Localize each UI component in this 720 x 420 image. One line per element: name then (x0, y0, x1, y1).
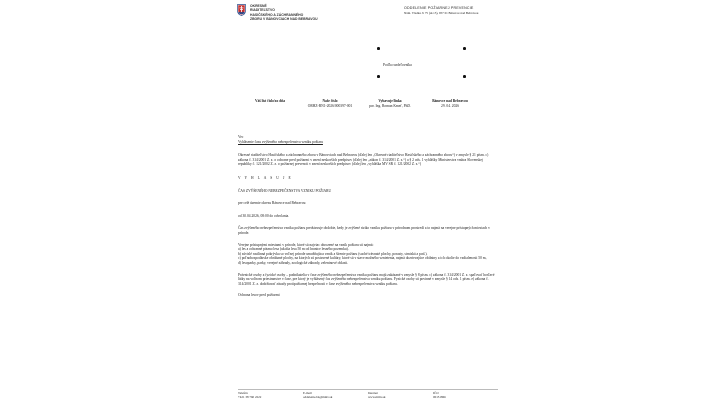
places-item: a) les a ochranné pásmo lesa (ukolia lesa 50 m od hranice lesného pozemku). (238, 247, 349, 252)
header-right (404, 6, 478, 15)
announcement: V Y H L A S U J E (238, 175, 293, 180)
org-line: ZBORU V BÁNOVCIACH NAD BEBRAVOU (250, 16, 318, 21)
address-window-mark (463, 75, 466, 78)
ref-heading: Váš list číslo/zo dňa (254, 99, 286, 103)
places-intro: Verejne prístupnými miestami v prírode, ktoré sú najviac ohrozené na vznik požiaru sú najmä: (238, 242, 374, 247)
coat-of-arms-logo (237, 4, 246, 16)
ref-column (360, 99, 420, 108)
ref-column (240, 99, 300, 108)
area-statement: pre celé územie okresu Bánovce nad Bebravou (238, 201, 306, 206)
ref-heading: Vybavuje/linka (378, 99, 402, 103)
address-window-mark (463, 47, 466, 50)
ref-column (420, 99, 480, 108)
announcement-title: ČAS ZVÝŠENÉHO NEBEZPEČENSTVA VZNIKU POŽIARU (238, 188, 332, 193)
reference-table (240, 99, 480, 108)
ref-heading: Naše číslo (322, 99, 338, 103)
org-line: RIADITEĽSTVO (250, 8, 275, 13)
places-item: c) poľnohospodárske obrábané plochy, na ktorých sú postavené kultúry, ktoré sú v stave možného vznietenia, najmä dozrievajúce obilniny a ich okolie do vzdialenosti 50 m, (238, 256, 487, 261)
letter-body (238, 135, 496, 298)
ref-value: por. Ing. Roman Kmeť, PhD. (369, 103, 411, 108)
department-name: ODDELENIE POŽIARNEJ PREVENCIE (404, 6, 474, 10)
intro-paragraph: Okresné riaditeľstvo Hasičského a záchranného zboru v Bánovciach nad Bebravou (ďalej len „Okresné riaditeľstvo Hasičského a záchranného zboru“) v zmysle § 21 písm. c) zákona č. 314/2001 Z. z. o ochrane pred požiarmi v znení neskorších predpisov (ďalej len „zákon č. 314/2001 Z. z.“) a § 2 ods. 1 vyhlášky Ministerstva vnútra Slovenskej republiky č. 121/2002 Z. z. o požiarnej prevencii v znení neskorších predpisov (ďalej len „vyhláška MV SR č. 121/2002 Z. z.“) (238, 153, 489, 167)
ref-value: ORHZ-BN1-2026/000397-001 (307, 103, 353, 108)
footer-label: IČO (433, 391, 439, 395)
subject-label: Vec (238, 135, 244, 139)
address-window-mark (377, 75, 380, 78)
footer-label: E-mail (303, 391, 312, 395)
letter-footer (238, 389, 498, 399)
ref-heading: Bánovce nad Bebravou (432, 99, 468, 103)
recipient: Podľa rozdeľovníka (383, 63, 412, 67)
department-address: Nám. Vladka Jr 75 (ul.15), 957 01 Bánovce nad Bebravou (404, 10, 479, 15)
closing-line: Ochrana lesov pred požiarmi (238, 293, 280, 298)
explanation-paragraph: Čas zvýšeného nebezpečenstva vzniku požiaru predstavuje obdobie, kedy je zvýšené riziko vzniku požiaru v prírodnom prostredí a to najmä na verejne prístupných miestach v prírode. (238, 226, 490, 235)
footer-label: Telefón (238, 391, 248, 395)
ref-value: 29. 04. 2026 (441, 103, 459, 108)
org-line: HASIČSKÉHO A ZÁCHRANNÉHO (250, 12, 304, 17)
footer-column (433, 391, 498, 399)
ref-column (300, 99, 360, 108)
places-item: b) súvislé rastlinná pokrývka so voľnej prírode umožňujúca vznik a šírenie požiaru (suché trávnaté plochy, porasty, strniská a pod.). (238, 251, 428, 256)
footer-value: 00151866 (433, 395, 446, 400)
footer-value: oddelenie.bn@minv.sk (303, 395, 333, 400)
footer-column (238, 391, 303, 399)
footer-value: +421 38 760 2222 (238, 395, 262, 400)
address-window-mark (377, 47, 380, 50)
footer-column (368, 391, 433, 399)
organization-name (250, 4, 318, 21)
footer-value: www.minv.sk (368, 395, 386, 400)
validity-date: od 30.04.2026, 08:00 do odvolania. (238, 213, 290, 218)
subject-line: Vyhlásenie času zvýšeného nebezpečenstva vzniku požiaru (238, 139, 323, 144)
footer-column (303, 391, 368, 399)
org-line: OKRESNÉ (250, 4, 267, 8)
footer-label: Internet (368, 391, 378, 395)
places-item: d) lesoparky, parky, verejné záhrady, zoologické záhrady, zeleninové oblasti. (238, 260, 349, 265)
duties-paragraph: Právnické osoby a fyzické osoby – podnikatelia v čase zvýšeného nebezpečenstva vzniku požiaru majú zakázané v zmysle § 8 písm. c) zákona č. 314/2001 Z. z. spaľovať horľavé látky na voľnom priestranstve v čase, pre ktorý je vyhlásený čas zvýšeného nebezpečenstva vzniku požiaru. Fyzické osoby sú povinné v zmysle § 14 ods. 1 písm. e) zákona č. 314/2001 Z. z. dodržiavať zásady protipožiarnej bezpečnosti v čase zvýšeného nebezpečenstva vzniku požiaru. (238, 272, 495, 286)
